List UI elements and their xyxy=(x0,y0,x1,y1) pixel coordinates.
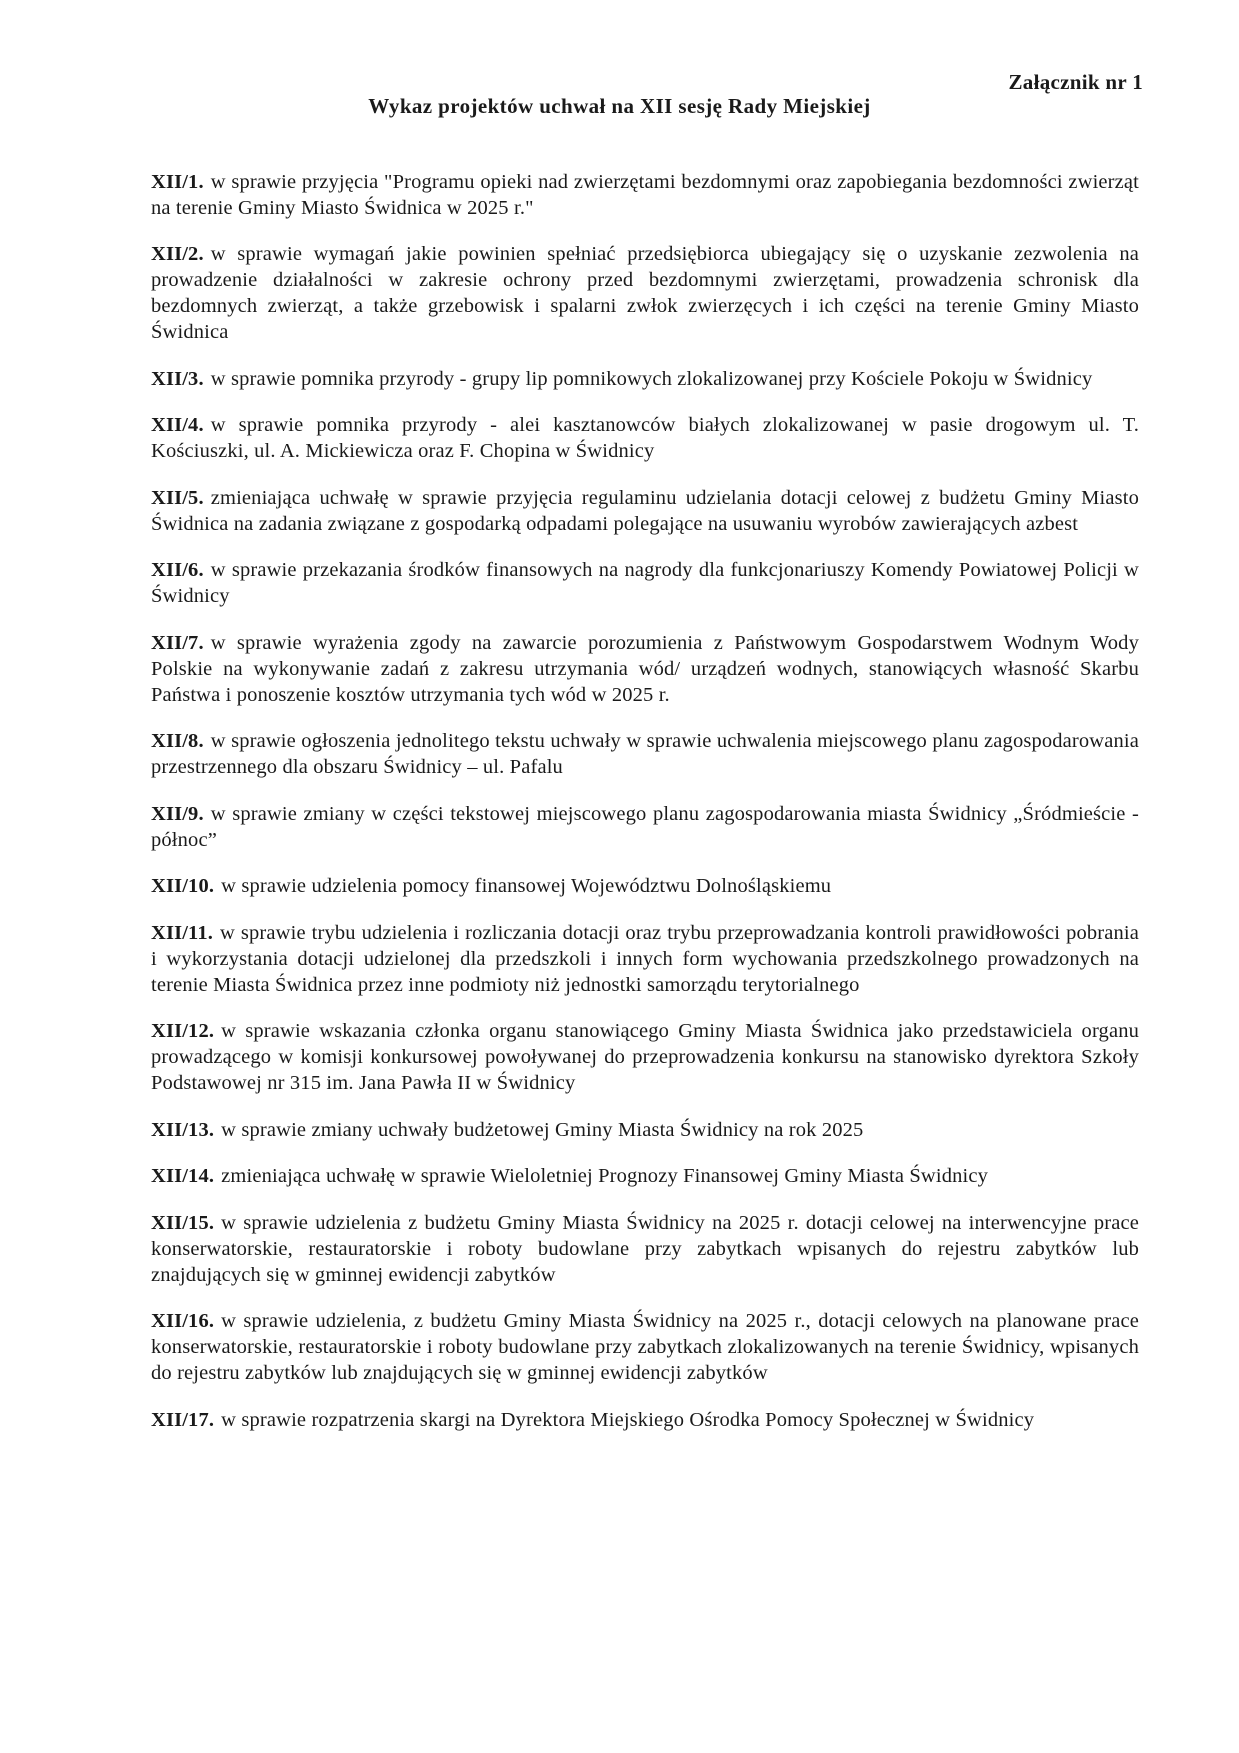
item-text: w sprawie pomnika przyrody - alei kasztanowców białych zlokalizowanej w pasie drogowym ul. T. Kościuszki, ul. A. Mickiewicza oraz F. Chopina w Świdnicy xyxy=(151,414,1139,462)
list-item xyxy=(151,1210,1139,1288)
list-item xyxy=(151,412,1139,464)
item-text: zmieniająca uchwałę w sprawie przyjęcia regulaminu udzielania dotacji celowej z budżetu Gminy Miasto Świdnica na zadania związane z gospodarką odpadami polegające na usuwaniu wyrobów zawierających azbest xyxy=(151,486,1139,535)
list-item xyxy=(151,873,1139,899)
list-item xyxy=(151,241,1139,345)
item-number: XII/6. xyxy=(151,559,204,581)
list-item xyxy=(151,920,1139,998)
attachment-label: Załącznik nr 1 xyxy=(1008,70,1143,94)
item-number: XII/17. xyxy=(151,1408,215,1431)
item-text: w sprawie wymagań jakie powinien spełniać przedsiębiorca ubiegający się o uzyskanie zezwolenia na prowadzenie działalności w zakresie ochrony przed bezdomnymi zwierzętami, prowadzenia schronisk dla bezdomnych zwierząt, a także grzebowisk i spalarni zwłok zwierzęcych i ich części na terenie Gminy Miasto Świdnica xyxy=(151,243,1139,343)
item-number: XII/8. xyxy=(151,730,204,752)
list-item xyxy=(151,1308,1139,1386)
list-item xyxy=(151,1407,1139,1433)
item-number: XII/13. xyxy=(151,1118,215,1141)
item-text: w sprawie udzielenia, z budżetu Gminy Miasta Świdnicy na 2025 r., dotacji celowych na planowane prace konserwatorskie, restauratorskie i roboty budowlane przy zabytkach zlokalizowanych na terenie Świdnicy, wpisanych do rejestru zabytków lub znajdujących się w gminnej ewidencji zabytków xyxy=(151,1310,1139,1384)
item-text: w sprawie udzielenia pomocy finansowej Województwu Dolnośląskiemu xyxy=(221,875,832,897)
item-text: w sprawie zmiany uchwały budżetowej Gminy Miasta Świdnicy na rok 2025 xyxy=(221,1118,864,1141)
item-number: XII/3. xyxy=(151,367,204,390)
item-number: XII/15. xyxy=(151,1211,215,1234)
item-text: w sprawie wskazania członka organu stanowiącego Gminy Miasta Świdnica jako przedstawiciela organu prowadzącego w komisji konkursowej powoływanej do przeprowadzenia konkursu na stanowisko dyrektora Szkoły Podstawowej nr 315 im. Jana Pawła II w Świdnicy xyxy=(151,1020,1139,1094)
item-text: w sprawie przekazania środków finansowych na nagrody dla funkcjonariuszy Komendy Powiatowej Policji w Świdnicy xyxy=(151,559,1139,607)
list-item xyxy=(151,801,1139,853)
list-item xyxy=(151,1117,1139,1143)
item-number: XII/10. xyxy=(151,875,215,897)
item-number: XII/14. xyxy=(151,1165,215,1187)
item-number: XII/9. xyxy=(151,802,204,825)
item-number: XII/5. xyxy=(151,486,204,509)
item-text: w sprawie zmiany w części tekstowej miejscowego planu zagospodarowania miasta Świdnicy „Śródmieście -północ” xyxy=(151,802,1139,851)
item-text: w sprawie rozpatrzenia skargi na Dyrektora Miejskiego Ośrodka Pomocy Społecznej w Świdnicy xyxy=(221,1408,1035,1431)
list-item xyxy=(151,557,1139,609)
list-item xyxy=(151,1163,1139,1189)
item-number: XII/2. xyxy=(151,243,204,265)
page-title: Wykaz projektów uchwał na XII sesję Rady Miejskiej xyxy=(368,94,871,118)
resolution-list xyxy=(151,148,1139,1452)
item-number: XII/16. xyxy=(151,1310,215,1332)
list-item xyxy=(151,485,1139,537)
item-text: w sprawie wyrażenia zgody na zawarcie porozumienia z Państwowym Gospodarstwem Wodnym Wody Polskie na wykonywanie zadań z zakresu utrzymania wód/ urządzeń wodnych, stanowiących własność Skarbu Państwa i ponoszenie kosztów utrzymania tych wód w 2025 r. xyxy=(151,631,1139,706)
item-number: XII/11. xyxy=(151,921,213,944)
list-item xyxy=(151,169,1139,221)
item-number: XII/12. xyxy=(151,1020,215,1042)
item-text: w sprawie przyjęcia "Programu opieki nad zwierzętami bezdomnymi oraz zapobiegania bezdomności zwierząt na terenie Gminy Miasto Świdnica w 2025 r." xyxy=(151,170,1139,219)
list-item xyxy=(151,630,1139,708)
item-text: w sprawie udzielenia z budżetu Gminy Miasta Świdnicy na 2025 r. dotacji celowej na interwencyjne prace konserwatorskie, restauratorskie i roboty budowlane przy zabytkach wpisanych do rejestru zabytków lub znajdujących się w gminnej ewidencji zabytków xyxy=(151,1211,1139,1286)
item-text: w sprawie pomnika przyrody - grupy lip pomnikowych zlokalizowanej przy Kościele Pokoju w Świdnicy xyxy=(210,367,1093,390)
item-text: w sprawie ogłoszenia jednolitego tekstu uchwały w sprawie uchwalenia miejscowego planu zagospodarowania przestrzennego dla obszaru Świdnicy – ul. Pafalu xyxy=(151,730,1139,778)
item-text: zmieniająca uchwałę w sprawie Wieloletniej Prognozy Finansowej Gminy Miasta Świdnicy xyxy=(221,1165,989,1187)
list-item xyxy=(151,728,1139,780)
list-item xyxy=(151,366,1139,392)
item-number: XII/1. xyxy=(151,170,204,193)
item-text: w sprawie trybu udzielenia i rozliczania dotacji oraz trybu przeprowadzania kontroli prawidłowości pobrania i wykorzystania dotacji udzielonej dla przedszkoli i innych form wychowania przedszkolnego prowadzonych na terenie Miasta Świdnica przez inne podmioty niż jednostki samorządu terytorialnego xyxy=(151,921,1139,996)
item-number: XII/7. xyxy=(151,631,204,654)
list-item xyxy=(151,1018,1139,1096)
item-number: XII/4. xyxy=(151,414,204,436)
